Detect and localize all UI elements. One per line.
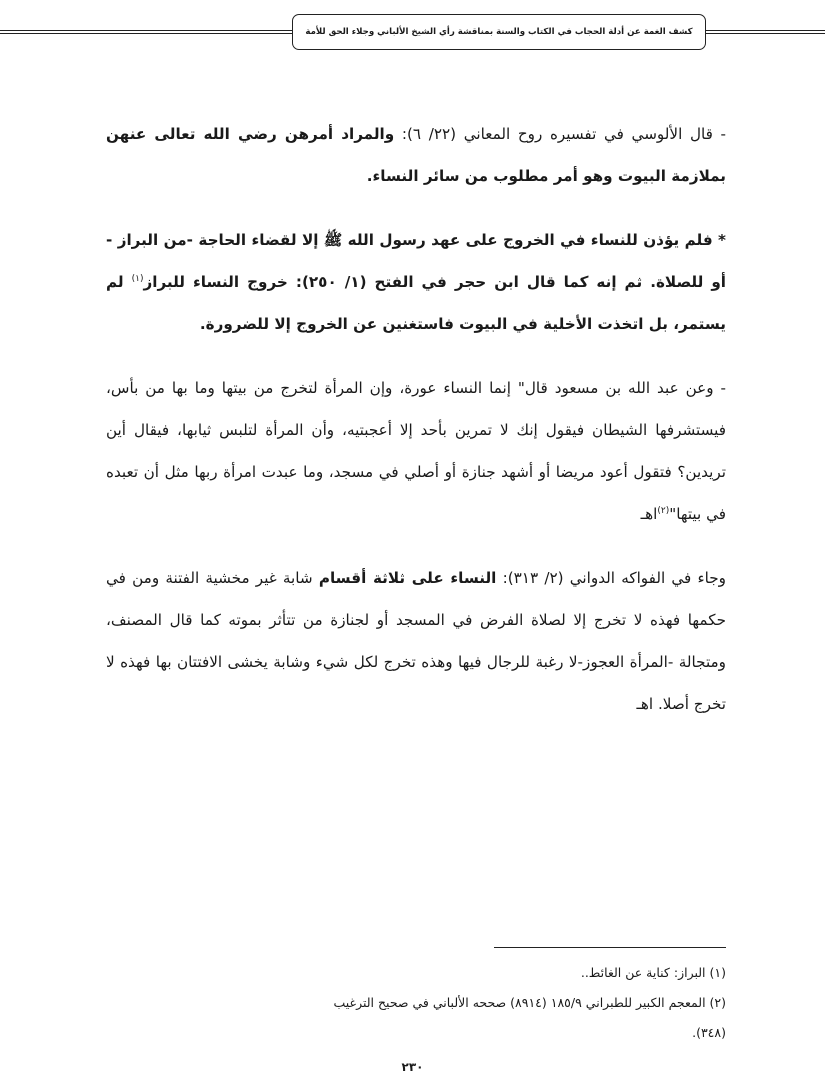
header-rule-left — [0, 30, 292, 34]
paragraph-ibn-hajar-text: * فلم يؤذن للنساء في الخروج على عهد رسول الله ﷺ إلا لقضاء الحاجة -من البراز - أو للصلاة. ثم إنه كما قال ابن حجر في الفتح (١/ ٢٥٠): خروج النساء للبراز — [106, 231, 726, 291]
paragraph-alusi-quote: والمراد أمرهن رضي الله تعالى عنهن بملازمة البيوت وهو أمر مطلوب من سائر النساء. — [106, 125, 726, 185]
header-rule-right — [706, 30, 825, 34]
footnote-1: (١) البراز: كناية عن الغائط.. — [580, 965, 726, 980]
paragraph-ibn-masud-text: - وعن عبد الله بن مسعود قال" إنما النساء عورة، وإن المرأة لتخرج من بيتها وما بها من بأس، فيستشرفها الشيطان فيقول إنك لا تمرين بأحد إلا أعجبتيه، وأن المرأة لتلبس ثيابها، فيقال أين تريدين؟ فتقول أعود مريضا أو أشهد جنازة أو أصلي في مسجد، وما عبدت امرأة ربها مثل أن تعبده في بيتها" — [106, 379, 726, 523]
paragraph-fawakih-text: شابة غير مخشية الفتنة ومن في حكمها فهذه لا تخرج إلا لصلاة الفرض في المسجد أو لجنازة من تتأثر بموته كما قال المصنف، ومتجالة -المرأة العجوز-لا رغبة للرجال فيها وهذه تخرج لكل شيء وشابة يخشى الافتتان بها فهذه لا تخرج أصلا. اهـ — [106, 569, 726, 713]
paragraph-alusi-intro: - قال الألوسي في تفسيره روح المعاني (٢٢/ ٦): — [394, 125, 726, 143]
paragraph-fawakih-heading: النساء على ثلاثة أقسام — [318, 569, 497, 587]
footnote-ref-1: (١) — [131, 273, 144, 284]
running-header — [292, 14, 706, 50]
paragraph-ibn-hajar-end: لم يستمر، بل اتخذت الأخلية في البيوت فاستغنين عن الخروج إلا للضرورة. — [106, 273, 726, 333]
paragraph-fawakih — [106, 557, 726, 725]
paragraph-ibn-masud-end: اهـ — [640, 505, 658, 523]
footnote-separator — [494, 947, 726, 948]
paragraph-ibn-masud — [106, 367, 726, 535]
running-header-title: كشف الغمة عن أدلة الحجاب في الكتاب والسنة بمناقشة رأي الشيخ الألباني وجلاء الحق للأمة — [305, 27, 693, 37]
paragraph-fawakih-intro: وجاء في الفواكه الدواني (٢/ ٣١٣): — [496, 569, 726, 587]
paragraph-alusi — [106, 113, 726, 197]
page-number: ٢٣٠ — [401, 1060, 424, 1074]
page-body — [106, 113, 726, 725]
footnotes — [300, 958, 726, 1048]
footnote-ref-2: (٢) — [657, 505, 670, 516]
paragraph-ibn-hajar — [106, 219, 726, 345]
footnote-2: (٢) المعجم الكبير للطبراني ١٨٥/٩ (٨٩١٤) صححه الألباني في صحيح الترغيب (٣٤٨). — [333, 995, 726, 1040]
